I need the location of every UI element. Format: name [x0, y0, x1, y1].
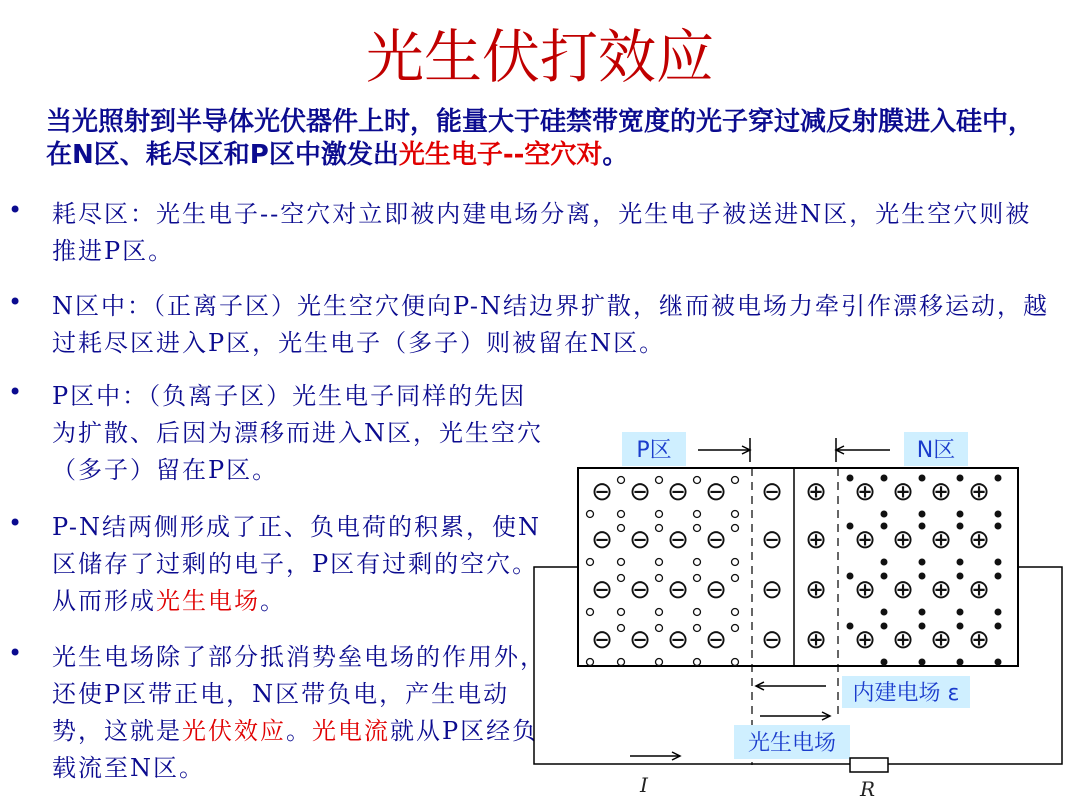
- electron-particle: [995, 523, 1002, 530]
- p-region-negative-ion: ⊖: [629, 575, 651, 605]
- bullet-dot: •: [8, 288, 23, 316]
- p-region-negative-ion: ⊖: [591, 525, 613, 555]
- n-region-positive-ion: ⊕: [854, 575, 876, 605]
- electron-particle: [995, 475, 1002, 482]
- electron-particle: [881, 559, 888, 566]
- p-region-negative-ion: ⊖: [591, 477, 613, 507]
- depletion-negative-ion: ⊖: [761, 525, 783, 555]
- electron-particle: [847, 523, 854, 530]
- intro-highlight: 光生电子--空穴对: [398, 140, 603, 170]
- photo-field-arrow: [760, 712, 830, 720]
- electron-particle: [957, 623, 964, 630]
- page-title: 光生伏打效应: [365, 23, 714, 91]
- bullet-photovoltaic-effect: [8, 639, 552, 787]
- electron-particle: [957, 475, 964, 482]
- n-region-positive-ion: ⊕: [930, 525, 952, 555]
- current-label: I: [640, 773, 648, 797]
- electron-particle: [919, 659, 926, 666]
- bullet-text: P区中：（负离子区）光生电子同样的先因为扩散、后因为漂移而进入N区，光生空穴（多子）留在P区。: [52, 382, 543, 484]
- n-region-positive-ion: ⊕: [892, 477, 914, 507]
- bullet-text: [52, 509, 552, 620]
- n-region-positive-ion: ⊕: [892, 575, 914, 605]
- bullet-n-region: [8, 288, 1052, 362]
- n-region-positive-ion: ⊕: [892, 625, 914, 655]
- electron-particle: [919, 475, 926, 482]
- electron-particle: [919, 623, 926, 630]
- bullet-dot: •: [8, 509, 23, 537]
- p-region-negative-ion: ⊖: [667, 625, 689, 655]
- electron-particle: [957, 559, 964, 566]
- p-region-negative-ion: ⊖: [591, 575, 613, 605]
- builtin-field-arrow: [756, 682, 826, 690]
- electron-particle: [847, 623, 854, 630]
- electron-particle: [995, 609, 1002, 616]
- intro-end: 。: [602, 140, 629, 170]
- bullet-text: 耗尽区：光生电子--空穴对立即被内建电场分离，光生电子被送进N区，光生空穴则被推进P区。: [52, 200, 1032, 265]
- bullet-text-a: 光生电场除了部分抵消势垒电场的作用外，还使P区带正电，N区带负电，产生电动势，这就是: [52, 643, 546, 745]
- electron-particle: [881, 573, 888, 580]
- p-region-negative-ion: ⊖: [629, 525, 651, 555]
- intro-paragraph: [46, 106, 1056, 172]
- highlight-photocurrent: 光电流: [312, 717, 390, 745]
- n-region-positive-ion: ⊕: [968, 477, 990, 507]
- p-region-negative-ion: ⊖: [705, 477, 727, 507]
- p-region-negative-ion: ⊖: [667, 575, 689, 605]
- n-region-positive-ion: ⊕: [854, 477, 876, 507]
- resistor-label: R: [860, 777, 876, 801]
- electron-particle: [995, 573, 1002, 580]
- n-region-positive-ion: ⊕: [892, 525, 914, 555]
- electron-particle: [957, 523, 964, 530]
- depletion-negative-ion: ⊖: [761, 477, 783, 507]
- builtin-field-label: 内建电场 ε: [852, 681, 960, 706]
- highlight-photo-field: 光生电场: [156, 587, 260, 615]
- electron-particle: [919, 523, 926, 530]
- bullet-depletion: [8, 196, 1052, 270]
- bullet-text-b: 。: [286, 717, 312, 745]
- electron-particle: [957, 573, 964, 580]
- intro-text: 当光照射到半导体光伏器件上时，能量大于硅禁带宽度的光子穿过减反射膜进入硅中，在N区、耗尽区和P区中激发出: [46, 107, 1035, 170]
- p-region-label: P区: [636, 438, 672, 463]
- bullet-dot: •: [8, 378, 23, 406]
- n-region-positive-ion: ⊕: [968, 525, 990, 555]
- depletion-negative-ion: ⊖: [761, 575, 783, 605]
- electron-particle: [919, 573, 926, 580]
- n-region-label: N区: [916, 438, 956, 463]
- bullet-dot: •: [8, 196, 23, 224]
- n-region-positive-ion: ⊕: [930, 477, 952, 507]
- p-region-negative-ion: ⊖: [629, 477, 651, 507]
- n-region-positive-ion: ⊕: [854, 625, 876, 655]
- p-region-negative-ion: ⊖: [629, 625, 651, 655]
- electron-particle: [995, 659, 1002, 666]
- n-region-positive-ion: ⊕: [854, 525, 876, 555]
- bullet-dot: •: [8, 639, 23, 667]
- bullet-text: [52, 639, 552, 787]
- depletion-positive-ion: ⊕: [805, 575, 827, 605]
- photo-field-label: 光生电场: [747, 731, 837, 756]
- electron-particle: [881, 511, 888, 518]
- p-region-negative-ion: ⊖: [667, 525, 689, 555]
- electron-particle: [919, 559, 926, 566]
- electron-particle: [957, 511, 964, 518]
- bullet-text: N区中：（正离子区）光生空穴便向P-N结边界扩散，继而被电场力牵引作漂移运动，越过耗尽区进入P区，光生电子（多子）则被留在N区。: [52, 292, 1049, 357]
- p-region-negative-ion: ⊖: [591, 625, 613, 655]
- n-region-positive-ion: ⊕: [930, 625, 952, 655]
- electron-particle: [881, 609, 888, 616]
- p-region-negative-ion: ⊖: [667, 477, 689, 507]
- electron-particle: [995, 623, 1002, 630]
- electron-particle: [881, 523, 888, 530]
- electron-particle: [881, 475, 888, 482]
- boundary-arrows: [698, 438, 890, 462]
- n-region-positive-ion: ⊕: [968, 575, 990, 605]
- depletion-positive-ion: ⊕: [805, 477, 827, 507]
- electron-particle: [995, 511, 1002, 518]
- p-region-negative-ion: ⊖: [705, 625, 727, 655]
- bullet-text-b: 。: [260, 587, 286, 615]
- n-region-positive-ion: ⊕: [930, 575, 952, 605]
- electron-particle: [957, 659, 964, 666]
- electron-particle: [957, 609, 964, 616]
- p-region-negative-ion: ⊖: [705, 575, 727, 605]
- bullet-text-c: 就从P区经负载流至N区。: [52, 717, 539, 782]
- p-region-negative-ion: ⊖: [705, 525, 727, 555]
- electron-particle: [919, 511, 926, 518]
- bullet-charge-accumulation: [8, 509, 552, 620]
- electron-particle: [847, 475, 854, 482]
- pn-junction-diagram: [520, 420, 1080, 810]
- bullet-text-a: P-N结两侧形成了正、负电荷的积累，使N区储存了过剩的电子，P区有过剩的空穴。从而形成: [52, 513, 541, 615]
- highlight-pv-effect: 光伏效应: [182, 717, 286, 745]
- electron-particle: [847, 573, 854, 580]
- depletion-positive-ion: ⊕: [805, 525, 827, 555]
- electron-particle: [919, 609, 926, 616]
- n-region-positive-ion: ⊕: [968, 625, 990, 655]
- bullet-p-region: [8, 378, 552, 489]
- electron-particle: [881, 659, 888, 666]
- depletion-negative-ion: ⊖: [761, 625, 783, 655]
- electron-particle: [881, 623, 888, 630]
- electron-particle: [995, 559, 1002, 566]
- depletion-positive-ion: ⊕: [805, 625, 827, 655]
